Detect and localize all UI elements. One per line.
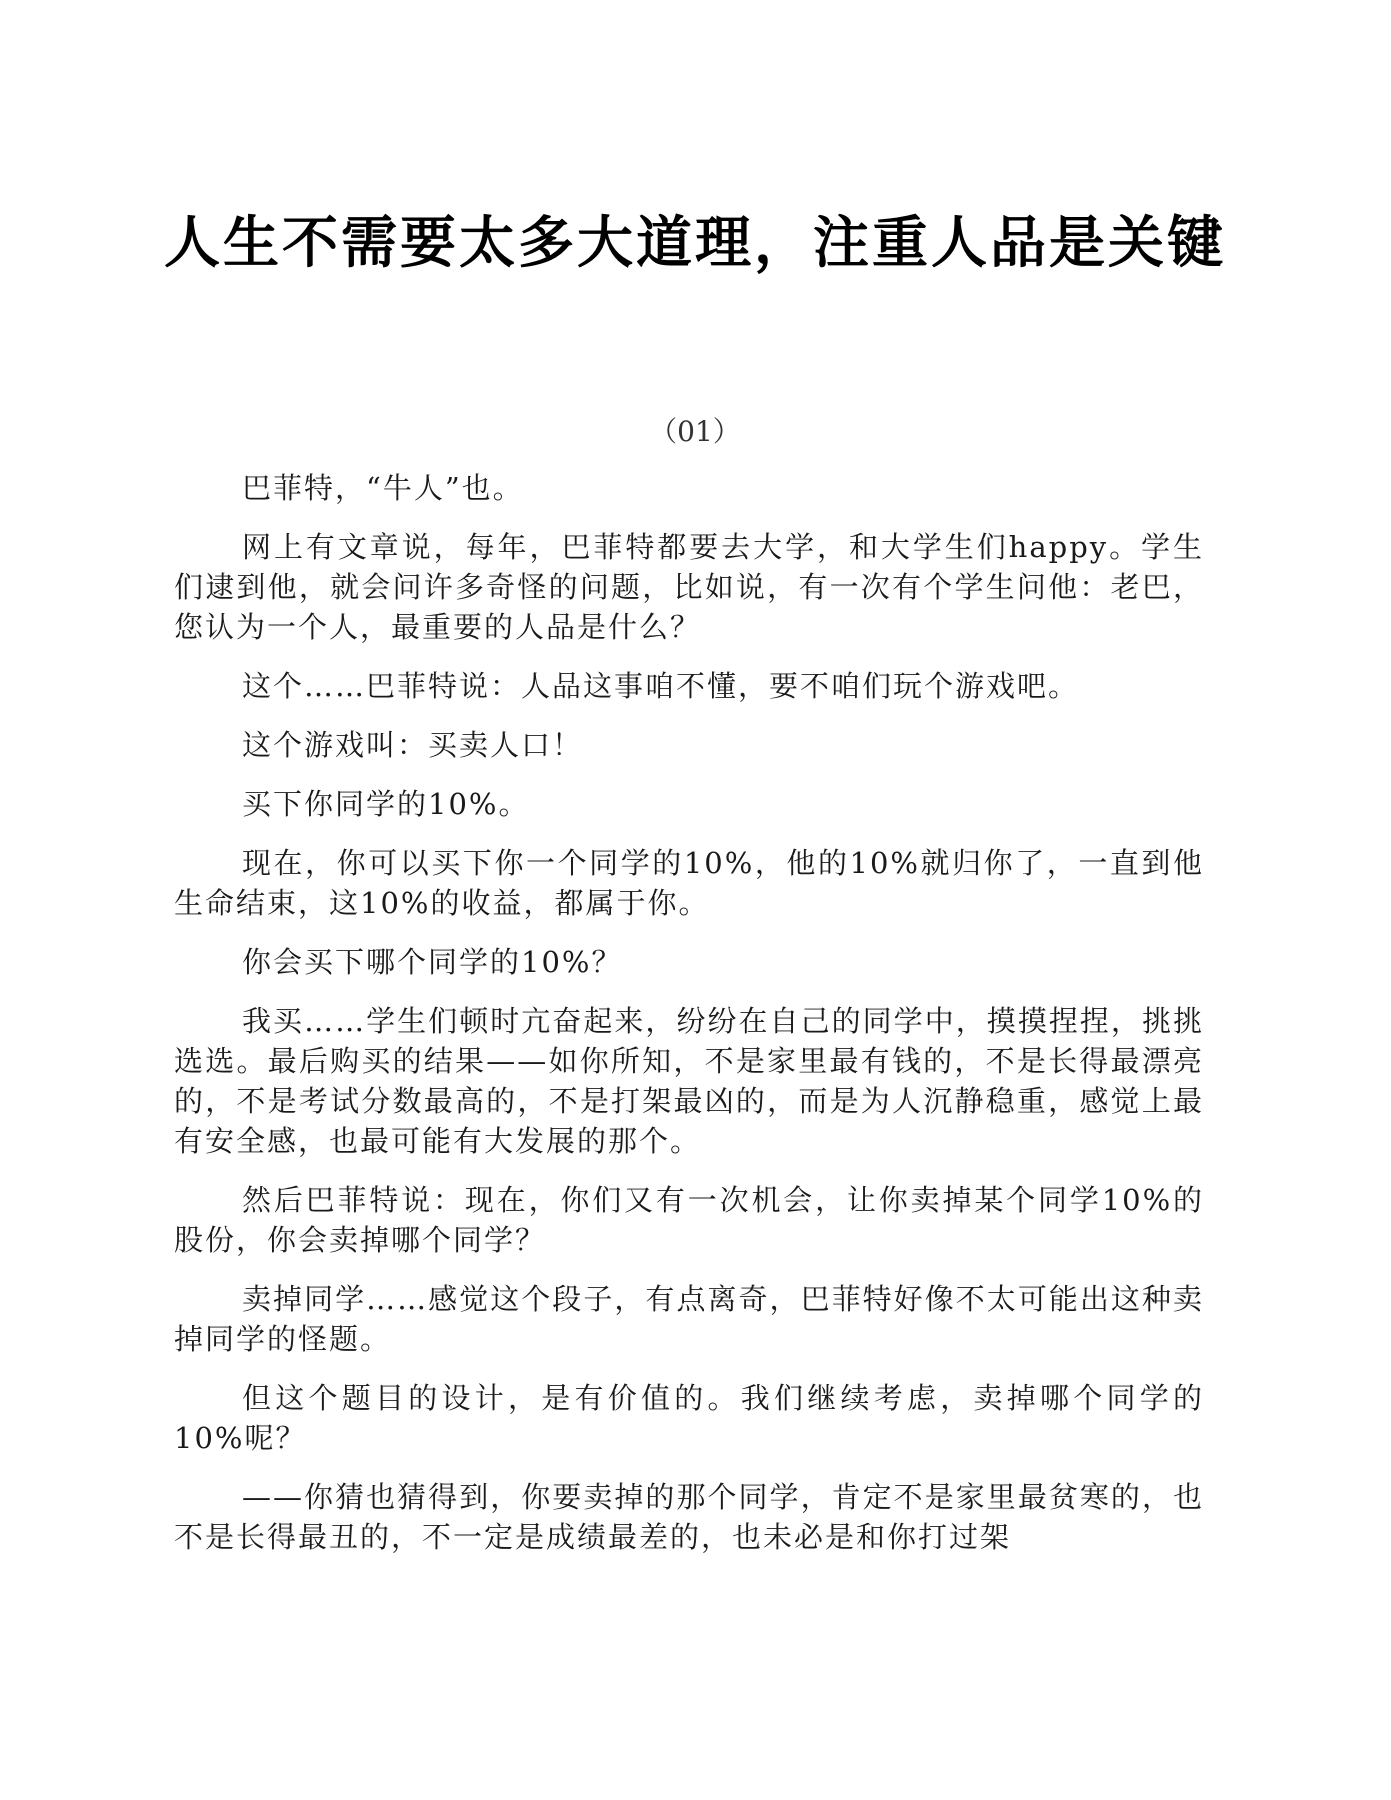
document-title: 人生不需要太多大道理，注重人品是关键 xyxy=(164,211,1226,276)
section-number: （01） xyxy=(649,415,741,448)
paragraph: 你会买下哪个同学的10%？ xyxy=(242,945,623,979)
paragraph: 网上有文章说，每年，巴菲特都要去大学，和大学生们happy。学生们逮到他，就会问许多奇怪的问题，比如说，有一次有个学生问他：老巴，您认为一个人，最重要的人品是什么？ xyxy=(174,530,1204,644)
paragraph: 现在，你可以买下你一个同学的10%，他的10%就归你了，一直到他生命结束，这10%的收益，都属于你。 xyxy=(174,846,1204,920)
article-body xyxy=(174,468,1204,1576)
paragraph: 买下你同学的10%。 xyxy=(242,787,530,821)
paragraph: 这个游戏叫：买卖人口！ xyxy=(242,728,584,762)
paragraph: ——你猜也猜得到，你要卖掉的那个同学，肯定不是家里最贫寒的，也不是长得最丑的，不一定是成绩最差的，也未必是和你打过架 xyxy=(174,1480,1204,1554)
paragraph: 我买……学生们顿时亢奋起来，纷纷在自己的同学中，摸摸捏捏，挑挑选选。最后购买的结果——如你所知，不是家里最有钱的，不是长得最漂亮的，不是考试分数最高的，不是打架最凶的，而是为人沉静稳重，感觉上最有安全感，也最可能有大发展的那个。 xyxy=(174,1004,1204,1158)
paragraph: 巴菲特，“牛人”也。 xyxy=(242,471,524,505)
paragraph: 这个……巴菲特说：人品这事咱不懂，要不咱们玩个游戏吧。 xyxy=(242,669,1080,703)
paragraph: 然后巴菲特说：现在，你们又有一次机会，让你卖掉某个同学10%的股份，你会卖掉哪个同学？ xyxy=(174,1183,1204,1257)
paragraph: 卖掉同学……感觉这个段子，有点离奇，巴菲特好像不太可能出这种卖掉同学的怪题。 xyxy=(174,1282,1204,1356)
paragraph: 但这个题目的设计，是有价值的。我们继续考虑，卖掉哪个同学的10%呢？ xyxy=(174,1381,1204,1455)
